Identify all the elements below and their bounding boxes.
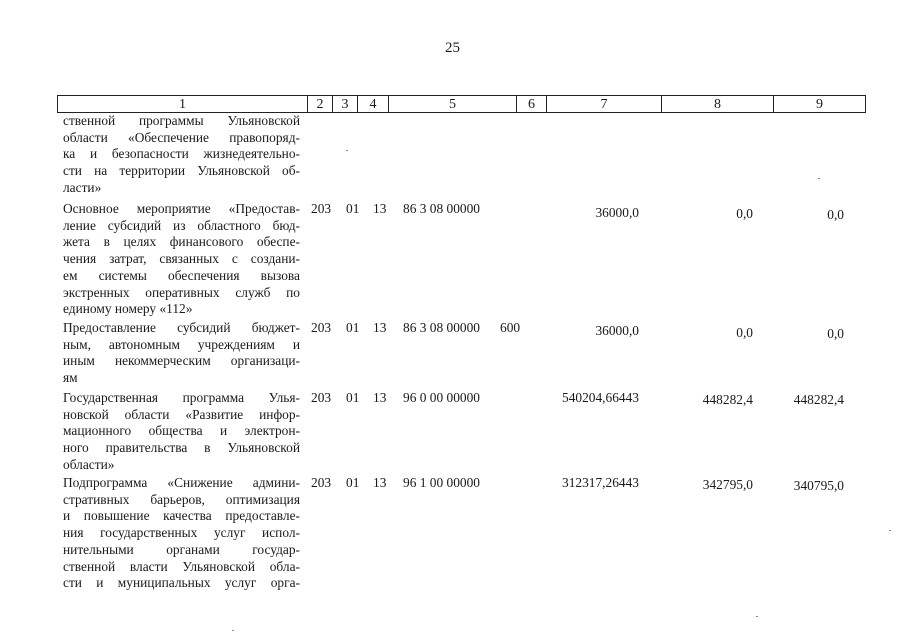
description-line: новской области «Развитие инфор-	[63, 406, 300, 422]
header-col-8: 8	[662, 96, 774, 112]
page-number: 25	[445, 40, 460, 56]
description-line: ственной власти Ульяновской обла-	[63, 558, 300, 574]
header-col-9: 9	[816, 97, 823, 112]
description-line: иным некоммерческим организаци-	[63, 353, 300, 369]
description-line: Основное мероприятие «Предостав-	[63, 201, 300, 216]
description-line: ного правительства в Ульяновской	[63, 440, 300, 456]
cell-amount-col9: 0,0	[827, 207, 844, 222]
description-line: ласти»	[63, 179, 102, 195]
cell-amount-col8: 448282,4	[702, 392, 753, 407]
description-line: сти и муниципальных услуг орга-	[63, 575, 300, 591]
header-col-4: 4	[358, 96, 389, 112]
row-description	[63, 320, 300, 387]
description-line: экстренных оперативных служб по	[63, 284, 300, 300]
header-col-3: 3	[333, 96, 358, 112]
description-line: стративных барьеров, оптимизация	[63, 491, 300, 507]
cell-ministry-code: 203	[311, 201, 332, 216]
description-line: ление субсидий из областного бюд-	[63, 217, 300, 233]
cell-amount-col8: 0,0	[736, 325, 753, 340]
description-line: нительными органами государ-	[63, 541, 300, 557]
table-header	[57, 95, 866, 113]
description-line: Государственная программа Улья-	[63, 390, 300, 405]
description-line: Подпрограмма «Снижение админи-	[63, 475, 300, 490]
row-description	[63, 201, 300, 318]
cell-section: 01	[346, 201, 360, 216]
header-col-7: 7	[547, 96, 662, 112]
cell-amount-col9: 448282,4	[793, 392, 844, 407]
cell-subsection: 13	[373, 475, 387, 490]
row-description	[63, 475, 300, 592]
description-line: ния государственных услуг испол-	[63, 525, 300, 541]
description-line: ка и безопасности жизнедеятельно-	[63, 146, 300, 162]
scan-speck	[346, 150, 348, 151]
cell-ministry-code: 203	[311, 390, 332, 405]
description-line: ем системы обеспечения вызова	[63, 267, 300, 283]
cell-ministry-code: 203	[311, 475, 332, 490]
cell-subsection: 13	[373, 320, 387, 335]
scan-speck	[818, 178, 820, 179]
cell-target-article: 86 3 08 00000	[403, 201, 480, 216]
description-line: жета в целях финансового обеспе-	[63, 234, 300, 250]
cell-amount-col9: 0,0	[827, 326, 844, 341]
header-col-2: 2	[308, 96, 333, 112]
cell-amount-col7: 540204,66443	[562, 390, 639, 405]
cell-subsection: 13	[373, 201, 387, 216]
cell-ministry-code: 203	[311, 320, 332, 335]
description-line: сти на территории Ульяновской об-	[63, 163, 300, 179]
cell-amount-col9: 340795,0	[793, 478, 844, 493]
description-line: единому номеру «112»	[63, 301, 193, 317]
header-col-1: 1	[58, 96, 308, 112]
cell-section: 01	[346, 390, 360, 405]
header-col-6: 6	[517, 96, 547, 112]
description-line: области «Обеспечение правопоряд-	[63, 129, 300, 145]
description-line: чения затрат, связанных с создани-	[63, 251, 300, 267]
cell-section: 01	[346, 320, 360, 335]
description-line: ям	[63, 370, 78, 386]
cell-section: 01	[346, 475, 360, 490]
cell-target-article: 86 3 08 00000	[403, 320, 480, 335]
description-line: ным, автономным учреждениям и	[63, 336, 300, 352]
description-line: мационного общества и электрон-	[63, 423, 300, 439]
cell-subsection: 13	[373, 390, 387, 405]
cell-expense-type: 600	[500, 320, 521, 335]
cell-amount-col8: 0,0	[736, 206, 753, 221]
description-line: и повышение качества предоставле-	[63, 508, 300, 524]
cell-amount-col7: 36000,0	[595, 205, 639, 220]
header-col-5: 5	[389, 96, 517, 112]
description-line: области»	[63, 456, 115, 472]
row-description	[63, 390, 300, 474]
cell-amount-col8: 342795,0	[702, 477, 753, 492]
scan-speck	[889, 530, 891, 531]
scan-speck	[756, 616, 758, 617]
description-line: Предоставление субсидий бюджет-	[63, 320, 300, 335]
description-line: ственной программы Ульяновской	[63, 113, 300, 128]
row-description	[63, 113, 300, 197]
scan-speck	[232, 630, 234, 631]
cell-target-article: 96 0 00 00000	[403, 390, 480, 405]
cell-amount-col7: 36000,0	[595, 323, 639, 338]
cell-target-article: 96 1 00 00000	[403, 475, 480, 490]
cell-amount-col7: 312317,26443	[562, 475, 639, 490]
